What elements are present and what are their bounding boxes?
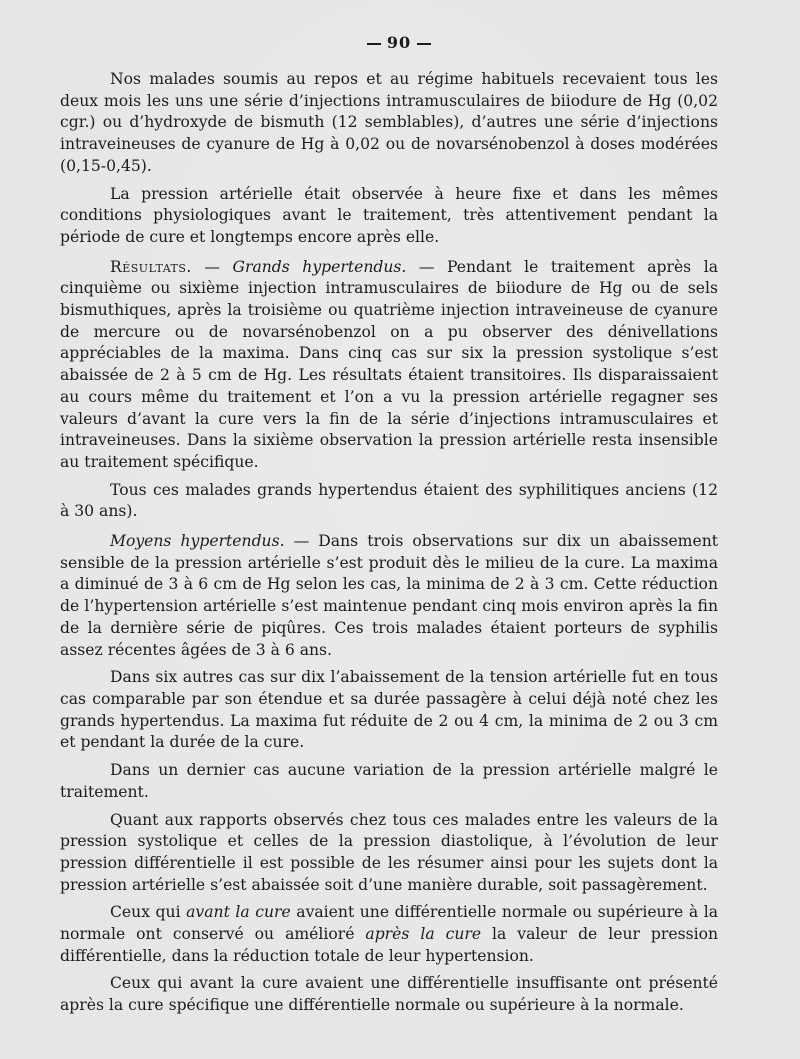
dash-left — [367, 43, 381, 45]
p9-part-c: la valeur de leur pression différentielle, dans la réduction totale de leur hypertension. — [60, 925, 719, 965]
paragraph-treatment: Nos malades soumis au repos et au régime habituels recevaient tous les deux mois les uns une série d’injections intramusculaires de biiodure de Hg (0,02 cgr.) ou d’hydroxyde de bismuth (12 semblables), d’autres une série d’injections intraveineuses de cyanure de Hg à 0,02 ou de novarsénobenzol à doses modérées (0,15-0,45). — [60, 70, 718, 175]
paragraph-grands-hypertendus — [60, 257, 718, 474]
paragraph-dernier-cas: Dans un dernier cas aucune variation de la pression artérielle malgré le traitement. — [60, 761, 718, 801]
paragraph-differentielle-normale — [60, 902, 718, 967]
page-number-value: 90 — [386, 33, 412, 52]
p9-part-a: Ceux qui — [110, 903, 187, 922]
page-number — [60, 33, 718, 52]
paragraph-six-autres-cas: Dans six autres cas sur dix l’abaissement de la tension artérielle fut en tous cas comparable par son étendue et sa durée passagère à celui déjà noté chez les grands hypertendus. La maxima fut réduite de 2 ou 4 cm, la minima de 2 ou 3 cm et pendant la durée de la cure. — [60, 668, 718, 752]
p9-part-b: avaient une différentielle normale ou supérieure à la normale ont conservé ou amélioré — [60, 903, 718, 944]
separator-dash: — — [191, 257, 233, 276]
grands-hypertendus-text: — Pendant le traitement après la cinquième ou sixième injection intramusculaires de biiodure de Hg ou de sels bismuthiques, après la troisième ou quatrième injection intraveineuse de cyanure de mercure ou de novarsénobenzol on a pu observer des dénivellations appréciables de la maxima. Dans cinq cas sur six la pression systolique s’est abaissée de 2 à 5 cm de Hg. Les résultats étaient transitoires. Ils disparaissaient au cours même du traitement et l’on a vu la pression artérielle regagner ses valeurs d’avant la cure vers la fin de la série d’injections intramusculaires et intraveineuses. Dans la sixième observation la pression artérielle resta insensible au traitement spécifique. — [60, 257, 718, 471]
paragraph-rapports: Quant aux rapports observés chez tous ces malades entre les valeurs de la pression systolique et celles de la pression diastolique, à l’évolution de leur pression différentielle il est possible de les résumer ainsi pour les sujets dont la pression artérielle s’est abaissée soit d’une manière durable, soit passagèrement. — [60, 810, 718, 894]
subhead-moyens-hypertendus: Moyens hypertendus. — [110, 532, 285, 551]
paragraph-observation: La pression artérielle était observée à heure fixe et dans les mêmes conditions physiologiques avant le traitement, très attentivement pendant la période de cure et longtemps encore après elle. — [60, 184, 718, 246]
paragraph-moyens-hypertendus — [60, 531, 718, 661]
paragraph-syphilitiques: Tous ces malades grands hypertendus étaient des syphilitiques anciens (12 à 30 ans). — [60, 480, 718, 521]
paragraph-differentielle-insuffisante: Ceux qui avant la cure avaient une différentielle insuffisante ont présenté après la cure spécifique une différentielle normale ou supérieure à la normale. — [60, 974, 718, 1015]
moyens-hypertendus-text: — Dans trois observations sur dix un abaissement sensible de la pression artérielle s’est produit dès le milieu de la cure. La maxima a diminué de 3 à 6 cm de Hg selon les cas, la minima de 2 à 3 cm. Cette réduction de l’hypertension artérielle s’est maintenue pendant cinq mois environ après la fin de la dernière série de piqûres. Ces trois malades étaient porteurs de syphilis assez récentes âgées de 3 à 6 ans. — [60, 532, 719, 659]
section-label-resultats: Résultats. — [110, 257, 192, 276]
p9-emphasis-apres: après la cure — [365, 925, 482, 944]
p9-emphasis-avant: avant la cure — [186, 903, 291, 922]
dash-right — [417, 43, 431, 45]
subhead-grands-hypertendus: Grands hypertendus. — [232, 257, 407, 276]
